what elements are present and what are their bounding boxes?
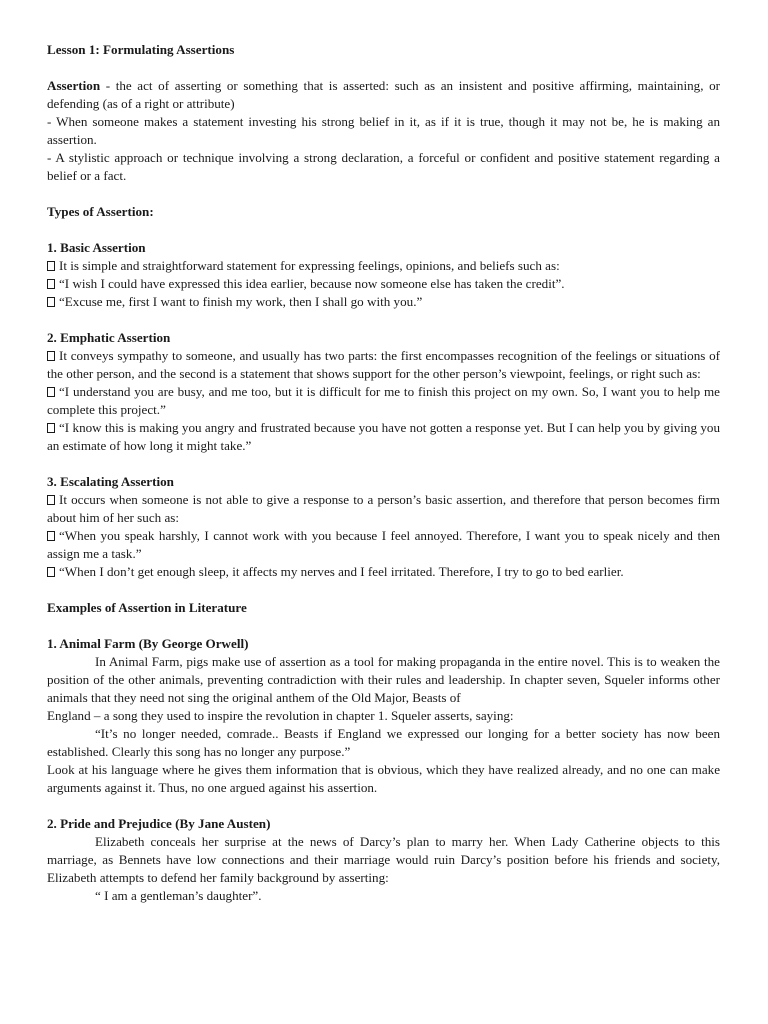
example-title: 2. Pride and Prejudice (By Jane Austen) xyxy=(47,816,271,831)
definition-line-2: - When someone makes a statement investing his strong belief in it, as if it is true, though it may not be, he is making an assertion. xyxy=(47,114,720,147)
example-quote: “It’s no longer needed, comrade.. Beasts if England we expressed our longing for a better society has now been established. Clearly this song has no longer any purpose.” xyxy=(47,726,720,759)
checkbox-bullet-icon xyxy=(47,423,55,433)
list-item: “I know this is making you angry and frustrated because you have not gotten a response yet. But I can help you by giving you an estimate of how long it might take.” xyxy=(47,420,720,453)
checkbox-bullet-icon xyxy=(47,297,55,307)
list-item: “Excuse me, first I want to finish my work, then I shall go with you.” xyxy=(47,293,720,311)
checkbox-bullet-icon xyxy=(47,387,55,397)
lesson-title: Lesson 1: Formulating Assertions xyxy=(47,42,235,57)
checkbox-bullet-icon xyxy=(47,531,55,541)
types-heading: Types of Assertion: xyxy=(47,204,154,219)
example-commentary: Look at his language where he gives them information that is obvious, which they have realized already, and no one can make arguments against it. Thus, no one argued against his assertion. xyxy=(47,762,720,795)
list-item: It is simple and straightforward statement for expressing feelings, opinions, and beliefs such as: xyxy=(47,257,720,275)
example-title: 1. Animal Farm (By George Orwell) xyxy=(47,636,249,651)
type-title: 1. Basic Assertion xyxy=(47,240,146,255)
definition-text: - the act of asserting or something that is asserted: such as an insistent and positive affirming, maintaining, or defending (as of a right or attribute) xyxy=(47,78,720,111)
examples-heading: Examples of Assertion in Literature xyxy=(47,600,247,615)
list-item: “When you speak harshly, I cannot work with you because I feel annoyed. Therefore, I want you to speak nicely and then assign me a task.” xyxy=(47,528,720,561)
checkbox-bullet-icon xyxy=(47,567,55,577)
checkbox-bullet-icon xyxy=(47,261,55,271)
example-quote: “ I am a gentleman’s daughter”. xyxy=(95,888,262,903)
checkbox-bullet-icon xyxy=(47,351,55,361)
definition-line-3: - A stylistic approach or technique involving a strong declaration, a forceful or confident and positive statement regarding a belief or a fact. xyxy=(47,150,720,183)
list-item: It conveys sympathy to someone, and usually has two parts: the first encompasses recognition of the feelings or situations of the other person, and the second is a statement that shows support for the other person’s viewpoint, feelings, or right such as: xyxy=(47,348,720,381)
checkbox-bullet-icon xyxy=(47,495,55,505)
assertion-definition xyxy=(47,77,720,113)
definition-term: Assertion xyxy=(47,78,101,93)
checkbox-bullet-icon xyxy=(47,279,55,289)
type-title: 2. Emphatic Assertion xyxy=(47,330,171,345)
type-title: 3. Escalating Assertion xyxy=(47,474,174,489)
list-item: “I wish I could have expressed this idea earlier, because now someone else has taken the credit”. xyxy=(47,275,720,293)
example-paragraph-continued: England – a song they used to inspire the revolution in chapter 1. Squeler asserts, saying: xyxy=(47,708,514,723)
list-item: “When I don’t get enough sleep, it affects my nerves and I feel irritated. Therefore, I try to go to bed earlier. xyxy=(47,563,720,581)
list-item: “I understand you are busy, and me too, but it is difficult for me to finish this project on my own. So, I want you to help me complete this project.” xyxy=(47,384,720,417)
example-paragraph: In Animal Farm, pigs make use of assertion as a tool for making propaganda in the entire novel. This is to weaken the position of the other animals, preventing contradiction with their rules and leadership. In chapter seven, Squeler informs other animals that they need not sing the original anthem of the Old Major, Beasts of xyxy=(47,654,720,705)
example-paragraph: Elizabeth conceals her surprise at the news of Darcy’s plan to marry her. When Lady Catherine objects to this marriage, as Bennets have low connections and their marriage would ruin Darcy’s position before his friends and society, Elizabeth attempts to defend her family background by asserting: xyxy=(47,834,720,885)
list-item: It occurs when someone is not able to give a response to a person’s basic assertion, and therefore that person becomes firm about him of her such as: xyxy=(47,492,720,525)
